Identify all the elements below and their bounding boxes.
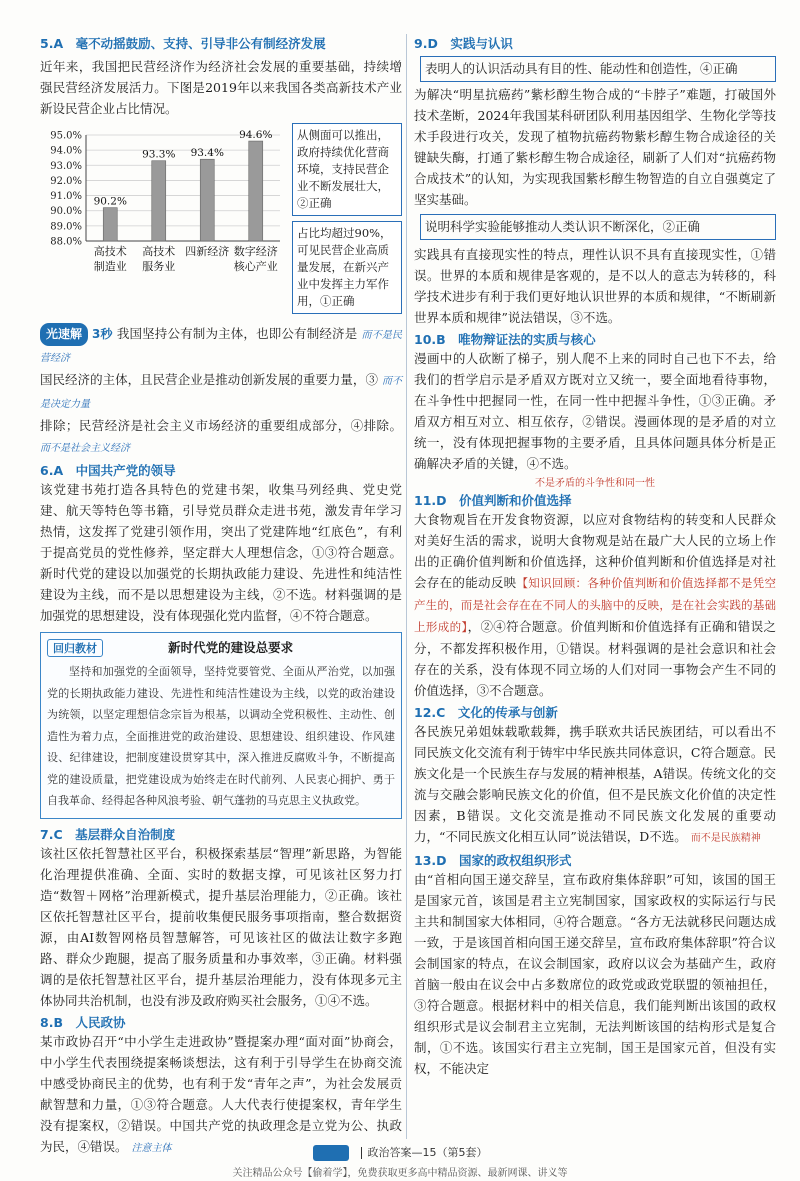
x-tick-label: 高技术 [142, 245, 176, 258]
q12-text: 各民族兄弟姐妹载歌载舞，携手联欢共话民族团结，可以看出不同民族文化交流有利于铸牢中华民族共同体意识，C符合题意。民族文化是一个民族生存与发展的精神根基，A错误。传统文化的交流与交融会影响民族文化的价值，但不是民族文化价值的决定性因素，B错误。文化交流是推动不同民族文化发展的重要动力，“不同民族文化相互认同”说法错误，D不选。 [414, 724, 776, 844]
column-divider [406, 34, 407, 1139]
y-tick-label: 91.0% [50, 191, 82, 203]
review-title: 新时代党的建设总要求 [168, 640, 294, 655]
y-tick-label: 94.0% [50, 145, 82, 157]
q11-handnote: 【知识回顾：各种价值判断和价值选择都不是凭空产生的，而是社会存在在不同人的头脑中的反映，是在社会实践的基础上形成的】 [414, 576, 776, 634]
right-column [414, 34, 776, 1079]
q9-heading: 9.D 实践与认识 [414, 36, 513, 51]
chart-annotation-top: 从侧面可以推出，政府持续优化营商环境，支持民营企业不断发展壮大，②正确 [292, 123, 402, 216]
q5-handnote-2: 而不是决定力量 [40, 376, 402, 410]
footer-divider [361, 1147, 362, 1159]
publisher-logo-icon [313, 1145, 349, 1161]
q11-body [414, 509, 776, 701]
bar [103, 208, 117, 241]
q13-body: 由“首相向国王递交辞呈，宣布政府集体辞职”可知，该国的国王是国家元首，该国是君主立宪制国家，国家政权的实际运行与民主共和制国家大体相同，④符合题意。“各方无法就移民问题达成一致，于是该国首相向国王递交辞呈，宣布政府集体辞职”符合议会制国家的特点，在议会制国家，政府以议会为基础产生，政府首脑一般由在议会中占多数席位的政党或政党联盟的领袖担任，③符合题意。根据材料中的相关信息，我们能判断出该国的政权组织形式是议会制君主立宪制，无法判断该国的结构形式是复合制，①不选。该国实行君主立宪制，国王是国家元首，但没有实权，不能决定 [414, 872, 776, 1076]
q9-note-box-1: 表明人的认识活动具有目的性、能动性和创造性，④正确 [420, 56, 776, 82]
data-label: 94.6% [239, 129, 273, 142]
q11-text-2: ，②④符合题意。价值判断和价值选择有正确和错误之分，不都发挥积极作用，①错误。材料强调的是社会意识和社会存在的关系，没有体现不同立场的人们对同一事物会产生不同的价值选择，③不合题意。 [414, 619, 776, 698]
q10-heading: 10.B 唯物辩证法的实质与核心 [414, 332, 596, 347]
review-tag: 回归教材 [47, 639, 103, 657]
x-tick-label: 服务业 [142, 260, 176, 273]
q11-heading: 11.D 价值判断和价值选择 [414, 493, 572, 508]
bar [200, 159, 214, 241]
q5-handnote-3: 而不是社会主义经济 [40, 443, 130, 454]
data-label: 90.2% [93, 195, 127, 208]
y-tick-label: 95.0% [50, 130, 82, 142]
y-tick-label: 93.0% [50, 160, 82, 172]
chart-annotation-bottom: 占比均超过90%，可见民营企业高质量发展，在新兴产业中发挥主力军作用，①正确 [292, 221, 402, 314]
q5-heading: 5.A 毫不动摇鼓励、支持、引导非公有制经济发展 [40, 36, 326, 51]
bar [249, 141, 263, 241]
q13-heading: 13.D 国家的政权组织形式 [414, 853, 572, 868]
x-tick-label: 制造业 [93, 260, 127, 273]
x-tick-label: 数字经济 [233, 245, 278, 258]
q10-body: 漫画中的人砍断了梯子，别人爬不上来的同时自己也下不去，给我们的哲学启示是矛盾双方既对立又统一，要全面地看待事物，在斗争性中把握同一性，在同一性中把握斗争性，①③正确。矛盾双方相互对立、相互依存，②错误。漫画体现的是矛盾的对立统一，没有体现把握事物的主要矛盾，且具体问题具体分析是正确解决矛盾的关键，④不选。 [414, 351, 776, 471]
q5-text-3: 排除；民营经济是社会主义市场经济的重要组成部分，④排除。 [40, 418, 402, 433]
bar-chart [40, 123, 402, 319]
bottom-note: 关注精品公众号【偷着学】，免费获取更多高中精品资源、最新网课、讲义等 [232, 1168, 568, 1179]
q5-text-2: 国民经济的主体，且民营企业是推动创新发展的重要力量，③ [40, 372, 378, 387]
speed-seconds: 3秒 [92, 327, 113, 341]
q8-text: 某市政协召开“中小学生走进政协”暨提案办理“面对面”协商会，中小学生代表围绕提案畅谈想法，这有利于引导学生在协商交流中感受协商民主的优势，也有利于发“青年之声”，为社会发展贡献智慧和力量，①③符合题意。人大代表行使提案权，青年学生没有提案权，②错误。中国共产党的执政理念是立党为公、执政为民，④错误。 [40, 1033, 402, 1154]
x-tick-label: 四新经济 [185, 245, 230, 258]
q6-heading: 6.A 中国共产党的领导 [40, 463, 176, 478]
bar-chart-svg [40, 123, 290, 319]
x-tick-label: 高技术 [93, 245, 127, 258]
q10-handnote: 不是矛盾的斗争性和同一性 [535, 478, 655, 489]
speed-badge: 光速解 [40, 323, 88, 346]
q8-heading: 8.B 人民政协 [40, 1014, 126, 1030]
y-tick-label: 89.0% [50, 221, 82, 233]
q8-body [40, 1031, 402, 1159]
data-label: 93.3% [142, 148, 176, 161]
page-footer [0, 1144, 800, 1161]
q11-text-1: 大食物观旨在开发食物资源，以应对食物结构的转变和人民群众对美好生活的需求，说明大食物观是站在最广大人民的立场上作出的正确价值判断和价值选择，这种价值判断和价值选择是对社会存在的能动反映 [414, 512, 776, 590]
data-label: 93.4% [190, 147, 224, 160]
left-column [40, 34, 402, 1159]
y-tick-label: 88.0% [50, 236, 82, 248]
q9-body-2: 实践具有直接现实性的特点，理性认识不具有直接现实性，①错误。世界的本质和规律是客观的，是不以人的意志为转移的，科学技术进步有利于我们更好地认识世界的本质和规律，“不断刷新世界本质和规律”说法错误，③不选。 [414, 247, 776, 325]
q8-handnote: 注意主体 [131, 1142, 172, 1154]
review-box [40, 632, 402, 819]
q6-body: 该党建书苑打造各具特色的党建书架，收集马列经典、党史党建、航天等特色等书籍，引导党员群众走进书苑，激发青年学习热情，这发挥了党建引领作用，突出了党建阵地“红底色”，有利于提高党员的党性修养，坚定群大人理想信念，①③符合题意。新时代党的建设以加强党的长期执政能力建设、先进性和纯洁性建设为主线，而不是以思想建设为主线，②不选。材料强调的是加强党的思想建设，没有体现强化党内监督，④不符合题意。 [40, 482, 402, 623]
review-body: 坚持和加强党的全面领导，坚持党要管党、全面从严治党，以加强党的长期执政能力建设、先进性和纯洁性建设为主线，以党的政治建设为统领，以坚定理想信念宗旨为根基，以调动全党积极性、主动性、创造性为着力点，全面推进党的政治建设、思想建设、组织建设、作风建设、纪律建设，把制度建设贯穿其中，深入推进反腐败斗争，不断提高党的建设质量，把党建设成为始终走在时代前列、人民衷心拥护、勇于自我革命、经得起各种风浪考验、朝气蓬勃的马克思主义执政党。 [47, 665, 395, 807]
q9-body-1: 为解决“明星抗癌药”紫杉醇生物合成的“卡脖子”难题，打破国外技术垄断，2024年我国某科研团队利用基因组学、生物化学等技术手段进行攻关，发现了植物抗癌药物紫杉醇生物合成途径的关键缺失酶，打通了紫杉醇生物合成途径，刷新了人们对“抗癌药物合成技术”的认知，为实现我国紫杉醇生物智造的自立自强奠定了坚实基础。 [414, 87, 776, 207]
q5-handnote-1: 而不是民营经济 [40, 330, 402, 364]
q9-note-box-2: 说明科学实验能够推动人类认识不断深化，②正确 [420, 214, 776, 240]
q5-text-1: 我国坚持公有制为主体，也即公有制经济是 [116, 326, 358, 341]
y-tick-label: 92.0% [50, 175, 82, 187]
q7-body: 该社区依托智慧社区平台，积极探索基层“智理”新思路，为智能化治理提供准确、全面、实时的数据支撑，可见该社区努力打造“数智＋网格”治理新模式，提升基层治理能力，②正确。该社区依托智慧社区平台，提前收集便民服务事项指南，整合数据资源，由AI数智网格员智慧解答，可见该社区的做法让数字多跑路、群众少跑腿，提高了服务质量和办事效率，③正确。材料强调的是依托智慧社区平台，提升基层治理能力，没有体现多元主体协同共治机制，也没有涉及政府购买社会服务，①④不选。 [40, 845, 402, 1008]
q7-heading: 7.C 基层群众自治制度 [40, 826, 176, 842]
bar [152, 161, 166, 241]
q12-body [414, 721, 776, 849]
y-tick-label: 90.0% [50, 206, 82, 218]
q12-heading: 12.C 文化的传承与创新 [414, 705, 558, 720]
page-label: 政治答案—15（第5套） [367, 1146, 488, 1159]
q5-explanation [40, 323, 402, 459]
x-tick-label: 核心产业 [233, 260, 278, 273]
q5-intro: 近年来，我国把民营经济作为经济社会发展的重要基础，持续增强民营经济发展活力。下图是2019年以来我国各类高新技术产业新设民营企业占比情况。 [40, 59, 402, 116]
q12-handnote: 而不是民族精神 [690, 833, 761, 844]
